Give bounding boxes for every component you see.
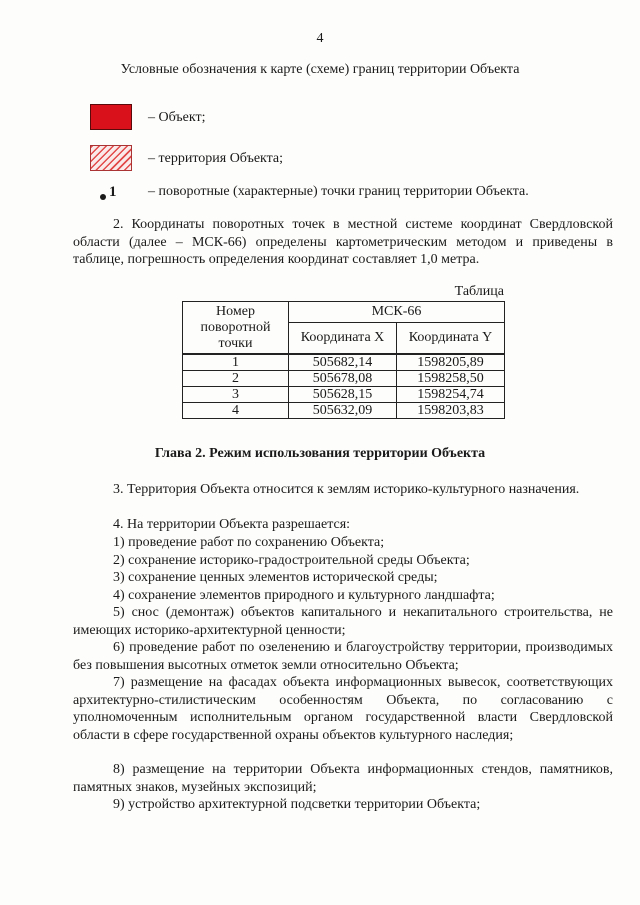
paragraph-3: 3. Территория Объекта относится к землям историко-культурного назначения. [113, 482, 580, 497]
coordinate-y: 1598254,74 [397, 387, 505, 403]
header-coordinate-y: Координата Y [397, 323, 505, 355]
header-point-number: Номер поворотной точки [183, 302, 289, 355]
list-item-3: 3) сохранение ценных элементов исторической среды; [113, 570, 438, 585]
point-number: 2 [183, 371, 289, 387]
turning-point-dot-icon [100, 194, 106, 200]
table-row [183, 403, 505, 419]
legend-title: Условные обозначения к карте (схеме) границ территории Объекта [120, 62, 520, 77]
territory-hatch-symbol [90, 145, 132, 171]
coordinate-x: 505678,08 [289, 371, 397, 387]
turning-point-label: 1 [109, 184, 117, 200]
coordinate-x: 505632,09 [289, 403, 397, 419]
table-row [183, 371, 505, 387]
page-number: 4 [316, 31, 324, 46]
header-coordinate-x: Координата X [289, 323, 397, 355]
coordinate-y: 1598203,83 [397, 403, 505, 419]
list-item-1: 1) проведение работ по сохранению Объекта; [113, 535, 385, 550]
coordinate-x: 505682,14 [289, 354, 397, 371]
list-item-6: 6) проведение работ по озеленению и благоустройству территории, производимых без повышения высотных отметок земли относительно Объекта; [73, 640, 613, 673]
object-symbol [90, 104, 132, 130]
header-msk66: МСК-66 [289, 302, 505, 323]
list-item-9: 9) устройство архитектурной подсветки территории Объекта; [113, 797, 481, 812]
table-caption: Таблица [454, 284, 504, 299]
legend-text-points: – поворотные (характерные) точки границ территории Объекта. [148, 184, 529, 199]
coordinate-y: 1598258,50 [397, 371, 505, 387]
legend-text-territory: – территория Объекта; [148, 151, 284, 166]
coordinates-table [182, 301, 505, 419]
list-item-4: 4) сохранение элементов природного и культурного ландшафта; [113, 588, 495, 603]
paragraph-2: 2. Координаты поворотных точек в местной системе координат Свердловской области (далее – МСК-66) определены картометрическим методом и приведены в таблице, погрешность определения координат составляет 1,0 метра. [73, 217, 613, 267]
table-row [183, 387, 505, 403]
list-item-7: 7) размещение на фасадах объекта информационных вывесок, соответствующих архитектурно-стилистическим особенностям Объекта, по согласованию с уполномоченным исполнительным органом государственной власти Свердловской области в сфере государственной охраны объектов культурного наследия; [73, 675, 613, 743]
point-number: 4 [183, 403, 289, 419]
list-item-2: 2) сохранение историко-градостроительной среды Объекта; [113, 553, 470, 568]
paragraph-4: 4. На территории Объекта разрешается: [113, 517, 351, 532]
table-row [183, 354, 505, 371]
coordinate-x: 505628,15 [289, 387, 397, 403]
list-item-8: 8) размещение на территории Объекта информационных стендов, памятников, памятных знаков, музейных экспозиций; [73, 762, 613, 795]
point-number: 3 [183, 387, 289, 403]
chapter-heading: Глава 2. Режим использования территории Объекта [154, 446, 486, 461]
list-item-5: 5) снос (демонтаж) объектов капитального и некапитального строительства, не имеющих историко-архитектурной ценности; [73, 605, 613, 638]
legend-text-object: – Объект; [148, 110, 206, 125]
point-number: 1 [183, 354, 289, 371]
coordinate-y: 1598205,89 [397, 354, 505, 371]
